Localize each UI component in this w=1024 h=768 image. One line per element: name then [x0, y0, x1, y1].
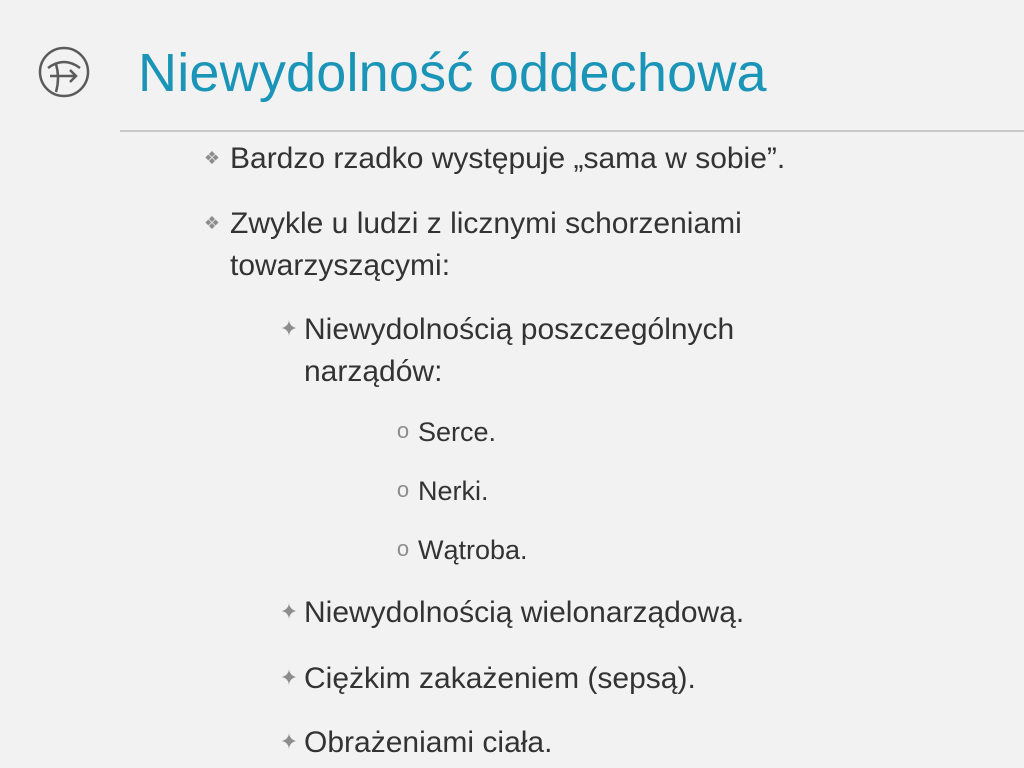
list-item [279, 722, 553, 764]
list-item-text-line: Niewydolnością poszczególnych [304, 313, 735, 346]
four-point-star-icon: ✦ [279, 665, 299, 690]
list-item-text-line: narządów: [304, 355, 443, 388]
list-item-text: Ciężkim zakażeniem (sepsą). [304, 662, 696, 695]
four-point-star-icon: ✦ [279, 729, 299, 754]
list-item-text-line: towarzyszącymi: [230, 249, 451, 282]
list-item-text [304, 309, 734, 393]
list-item-text: Serce. [418, 417, 497, 447]
list-item-text-line: Zwykle u ludzi z licznymi schorzeniami [230, 207, 742, 240]
list-item [396, 415, 497, 449]
four-point-star-icon: ✦ [279, 599, 299, 624]
list-item-text: Obrażeniami ciała. [304, 726, 553, 759]
hollow-circle-icon: o [396, 536, 410, 561]
list-item [203, 138, 786, 180]
circle-arrow-logo-icon [36, 44, 92, 100]
list-item-text: Bardzo rzadko występuje „sama w sobie”. [230, 142, 786, 175]
four-point-star-icon: ✦ [279, 316, 299, 341]
list-item [396, 474, 489, 508]
hollow-circle-icon: o [396, 418, 410, 443]
list-item [279, 592, 745, 634]
list-item [203, 203, 742, 287]
list-item-text: Nerki. [418, 476, 489, 506]
list-item [279, 309, 735, 393]
hollow-circle-icon: o [396, 477, 410, 502]
list-item-text: Niewydolnością wielonarządową. [304, 596, 745, 629]
list-item [279, 658, 696, 700]
diamond-flourish-icon: ❖ [203, 148, 221, 168]
title-divider [120, 130, 1024, 132]
list-item-text: Wątroba. [418, 535, 528, 565]
list-item [396, 533, 528, 567]
page-title: Niewydolność oddechowa [138, 43, 767, 103]
diamond-flourish-icon: ❖ [203, 213, 221, 233]
list-item-text [230, 203, 742, 287]
